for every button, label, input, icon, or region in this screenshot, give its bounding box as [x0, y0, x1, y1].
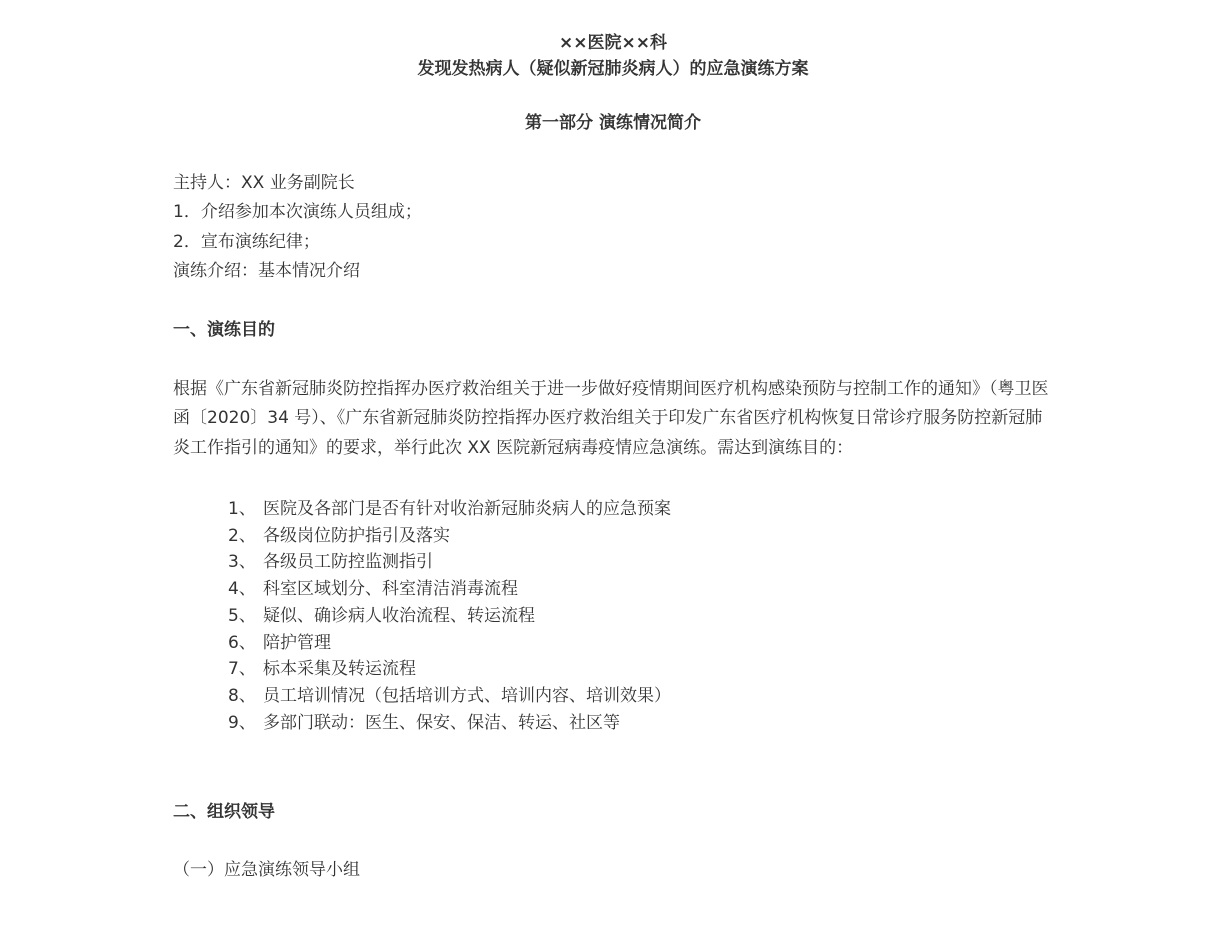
list-item	[228, 710, 1053, 737]
list-item-text: 标本采集及转运流程	[263, 659, 416, 680]
document-page	[173, 30, 1053, 900]
intro-item-1: 1．介绍参加本次演练人员组成；	[173, 202, 422, 223]
list-item-number: 2、	[228, 525, 256, 546]
plan-title: 发现发热病人（疑似新冠肺炎病人）的应急演练方案	[417, 59, 809, 79]
list-item-number: 6、	[228, 632, 256, 653]
list-item-text: 多部门联动：医生、保安、保洁、转运、社区等	[263, 712, 620, 733]
list-item	[228, 549, 1053, 576]
list-item-number: 5、	[228, 605, 256, 626]
list-item-text: 医院及各部门是否有针对收治新冠肺炎病人的应急预案	[263, 499, 671, 520]
list-item-number: 3、	[228, 552, 256, 573]
list-item-text: 陪护管理	[263, 632, 331, 653]
intro-block	[173, 169, 1053, 286]
list-item-text: 疑似、确诊病人收治流程、转运流程	[263, 605, 535, 626]
list-item-text: 科室区域划分、科室清洁消毒流程	[263, 579, 518, 600]
list-item	[228, 576, 1053, 603]
list-item	[228, 496, 1053, 523]
hospital-title: ××医院××科	[559, 33, 667, 53]
intro-item-2: 2．宣布演练纪律；	[173, 231, 320, 252]
goals-list	[173, 496, 1053, 736]
list-item-text: 员工培训情况（包括培训方式、培训内容、培训效果）	[263, 686, 671, 706]
part-title: 第一部分 演练情况简介	[525, 113, 701, 133]
list-item	[228, 523, 1053, 550]
list-item	[228, 683, 1053, 710]
purpose-paragraph: 根据《广东省新冠肺炎防控指挥办医疗救治组关于进一步做好疫情期间医疗机构感染预防与控制工作的通知》（粤卫医函〔2020〕34 号）、《广东省新冠肺炎防控指挥办医疗救治组关于印发广东省医疗机构恢复日常诊疗服务防控新冠肺炎工作指引的通知》的要求，举行此次 XX 医院新冠病毒疫情应急演练。需达到演练目的：	[173, 379, 1049, 458]
list-item-number: 9、	[228, 712, 256, 733]
list-item	[228, 656, 1053, 683]
list-item-number: 7、	[228, 659, 256, 680]
list-item-text: 各级岗位防护指引及落实	[263, 525, 450, 546]
list-item-number: 1、	[228, 499, 256, 520]
list-item-number: 4、	[228, 579, 256, 600]
drill-intro-line: 演练介绍：基本情况介绍	[173, 260, 360, 281]
list-item-text: 各级员工防控监测指引	[263, 552, 433, 573]
host-line: 主持人：XX 业务副院长	[173, 173, 355, 193]
section-heading-organization: 二、组织领导	[173, 802, 275, 823]
list-item	[228, 630, 1053, 657]
list-item-number: 8、	[228, 686, 256, 706]
subsection-heading-leadership-group: （一）应急演练领导小组	[173, 860, 360, 881]
section-heading-purpose: 一、演练目的	[173, 320, 275, 341]
list-item	[228, 603, 1053, 630]
